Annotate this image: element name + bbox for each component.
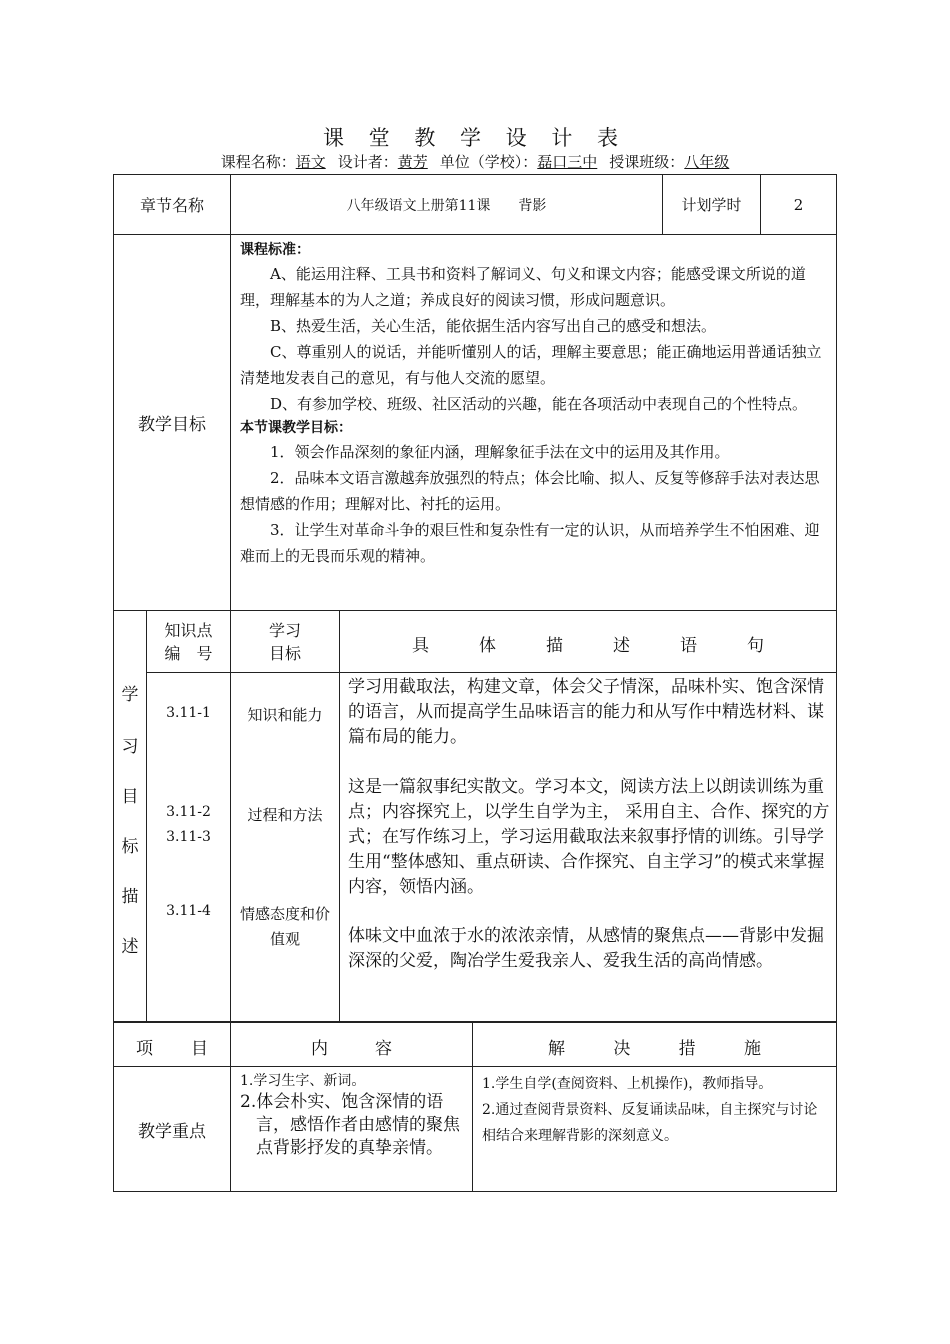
learning-side-char-1: 学 [121,685,139,705]
goal-knowledge: 知识和能力 [247,706,323,724]
lesson-item-1: 1．领会作品深刻的象征内涵，理解象征手法在文中的运用及其作用。 [270,443,730,461]
goal-process: 过程和方法 [247,806,323,824]
kp-code-4: 3.11-4 [166,903,211,919]
hours-label: 计划学时 [681,196,742,214]
kp-code-1: 3.11-1 [166,705,211,721]
desc-header-char-2: 体 [479,636,496,656]
standard-heading: 课程标准： [240,242,310,258]
class-value: 八年级 [684,153,730,171]
desc-emotion: 体味文中血浓于水的浓浓亲情，从感情的聚焦点——背影中发掘深深的父爱，陶冶学生爱我亲人、爱我生活的高尚情感。 [348,926,824,971]
key-points-label: 教学重点 [138,1121,206,1142]
kp-header-line1: 知识点 [164,620,213,640]
desc-header-char-3: 描 [546,636,563,656]
learning-side-cell [113,610,147,1022]
key-points-label-cell [113,1066,231,1192]
learning-side-char-6: 述 [121,937,139,957]
kp-body-cell [146,672,231,1022]
key-points-measure-2: 2.通过查阅背景资料、反复诵读品味，自主探究与讨论相结合来理解背影的深刻意义。 [482,1102,818,1144]
goal-header-line2: 目标 [268,643,301,663]
key-points-measure-1: 1.学生自学(查阅资料、上机操作)，教师指导。 [482,1076,773,1092]
desc-header-char-1: 具 [412,636,429,656]
kp-code-3: 3.11-3 [166,829,211,845]
key-points-content-cell [230,1066,473,1192]
measure-header-char-2: 决 [613,1039,631,1059]
key-points-content-1: 1.学习生字、新词。 [240,1073,366,1089]
hours-label-cell [662,174,761,235]
desc-header [412,631,764,656]
item-header-char-1: 项 [136,1039,153,1059]
hours-value: 2 [793,195,804,214]
standard-item-d: D、有参加学校、班级、社区活动的兴趣，能在各项活动中表现自己的个性特点。 [270,395,808,413]
measure-header-char-4: 施 [743,1039,761,1059]
goals-content-cell [230,234,837,611]
goals-label: 教学目标 [138,415,206,435]
learning-side-char-2: 习 [121,737,139,757]
content-header-cell [230,1022,473,1067]
unit-label: 单位（学校）： [439,153,538,171]
desc-knowledge: 学习用截取法，构建文章，体会父子情深，品味朴实、饱含深情的语言，从而提高学生品味语言的能力和从写作中精选材料、谋篇布局的能力。 [348,677,824,747]
learning-side-char-3: 目 [121,787,139,807]
key-points-content-2: 2.体会朴实、饱含深情的语言，感悟作者由感情的聚焦点背影抒发的真挚亲情。 [240,1092,460,1158]
goals-label-cell [113,234,231,611]
measure-header-cell [472,1022,837,1067]
class-label: 授课班级： [609,153,685,171]
kp-code-2: 3.11-2 [166,804,211,820]
measure-header-char-3: 措 [678,1039,696,1059]
chapter-value-cell [230,174,663,235]
course-label: 课程名称： [220,153,296,171]
learning-side-char-4: 标 [121,837,139,857]
item-header-char-2: 目 [191,1039,208,1059]
item-header-cell [113,1022,231,1067]
page-title: 课 堂 教 学 设 计 表 [322,126,628,150]
desc-process: 这是一篇叙事纪实散文。学习本文，阅读方法上以朗读训练为重点；内容探究上，以学生自学为主， 采用自主、合作、探究的方式；在写作练习上，学习运用截取法来叙事抒情的训练。引导学生用“整体感知、重点研读、合作探究、自主学习”的模式来掌握内容，领悟内涵。 [348,777,830,897]
standard-item-a: A、能运用注释、工具书和资料了解词义、句义和课文内容；能感受课文所说的道理，理解基本的为人之道；养成良好的阅读习惯，形成问题意识。 [240,265,806,309]
desc-header-char-6: 句 [747,636,764,656]
hours-value-cell [760,174,837,235]
key-points-measure-cell [472,1066,837,1192]
learning-side-char-5: 描 [121,887,139,907]
designer-value: 黄芳 [397,153,428,171]
kp-header-line2: 编 号 [164,643,213,663]
course-meta [0,151,950,172]
content-header-char-2: 容 [375,1039,392,1059]
goal-emotion-line2: 值观 [269,930,300,948]
desc-header-cell [339,610,837,673]
standard-item-b: B、热爱生活，关心生活，能依据生活内容写出自己的感受和想法。 [270,317,717,335]
goal-header-line1: 学习 [268,620,301,640]
goal-emotion-line1: 情感态度和价 [239,905,330,923]
chapter-label: 章节名称 [139,196,204,215]
measure-header-char-1: 解 [548,1039,565,1059]
content-header-char-1: 内 [311,1039,328,1059]
kp-header-cell [146,610,231,673]
chapter-value: 八年级语文上册第11课 背影 [346,197,547,214]
standard-item-c: C、尊重别人的说话，并能听懂别人的话，理解主要意思；能正确地运用普通话独立清楚地发表自己的意见，有与他人交流的愿望。 [240,343,822,387]
lesson-heading: 本节课教学目标： [240,420,352,436]
chapter-label-cell [113,174,231,235]
desc-header-char-5: 语 [680,636,697,656]
goal-header-cell [230,610,340,673]
unit-value: 磊口三中 [537,153,598,171]
lesson-item-3: 3．让学生对革命斗争的艰巨性和复杂性有一定的认识，从而培养学生不怕困难、迎难而上的无畏而乐观的精神。 [240,521,820,565]
lesson-item-2: 2．品味本文语言激越奔放强烈的特点；体会比喻、拟人、反复等修辞手法对表达思想情感的作用；理解对比、衬托的运用。 [240,469,820,513]
desc-header-char-4: 述 [613,636,630,656]
course-value: 语文 [295,153,326,171]
designer-label: 设计者： [337,153,398,171]
